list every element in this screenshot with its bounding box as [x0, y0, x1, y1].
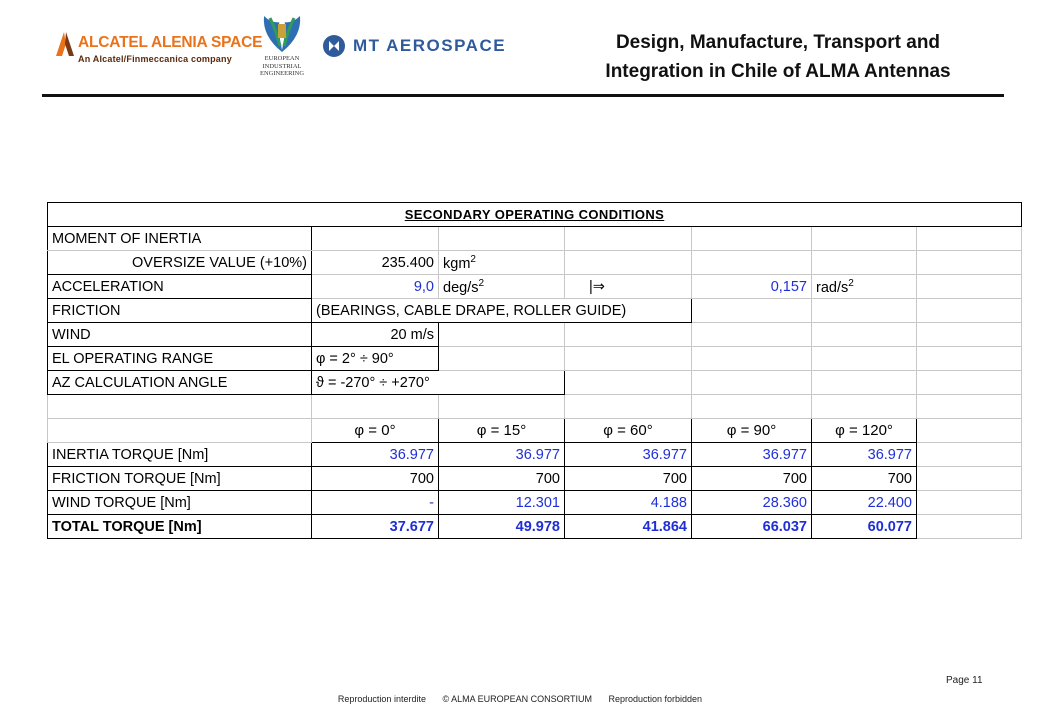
angle-header: φ = 90° — [692, 419, 812, 443]
friction-torque-value: 700 — [439, 467, 565, 491]
angle-header-row — [48, 419, 1022, 443]
friction-torque-label: FRICTION TORQUE [Nm] — [48, 467, 312, 491]
table-row — [48, 443, 1022, 467]
eie-line3: ENGINEERING — [259, 70, 305, 77]
angle-header: φ = 60° — [565, 419, 692, 443]
table-row — [48, 323, 1022, 347]
document-title — [560, 28, 996, 86]
total-torque-value: 66.037 — [692, 515, 812, 539]
eie-logo-text — [252, 55, 312, 78]
wind-torque-value: 22.400 — [812, 491, 917, 515]
mt-aerospace-name: MT AEROSPACE — [353, 36, 507, 55]
inertia-torque-value: 36.977 — [565, 443, 692, 467]
wind-torque-value: - — [312, 491, 439, 515]
table-title-row — [48, 203, 1022, 227]
friction-torque-value: 700 — [692, 467, 812, 491]
eie-line1: EUROPEAN — [264, 55, 300, 62]
friction-description: (BEARINGS, CABLE DRAPE, ROLLER GUIDE) — [312, 299, 692, 323]
table-title-text: SECONDARY OPERATING CONDITIONS — [404, 207, 665, 222]
acceleration-value: 9,0 — [312, 275, 439, 299]
inertia-torque-value: 36.977 — [692, 443, 812, 467]
eie-emblem-icon — [258, 10, 306, 54]
inertia-torque-label: INERTIA TORQUE [Nm] — [48, 443, 312, 467]
table-row — [48, 371, 1022, 395]
table-row — [48, 251, 1022, 275]
wind-torque-value: 28.360 — [692, 491, 812, 515]
oversize-unit-exponent: 2 — [470, 253, 476, 265]
acceleration-unit-rad: rad/s — [816, 279, 849, 296]
wind-value: 20 m/s — [312, 323, 439, 347]
wind-torque-label: WIND TORQUE [Nm] — [48, 491, 312, 515]
table-row — [48, 299, 1022, 323]
alcatel-logo-name: ALCATEL ALENIA SPACE — [78, 34, 263, 51]
footer-middle: © ALMA EUROPEAN CONSORTIUM — [442, 694, 592, 704]
table-row — [48, 491, 1022, 515]
angle-header: φ = 15° — [439, 419, 565, 443]
european-industrial-engineering-logo — [252, 10, 312, 82]
el-operating-range-label: EL OPERATING RANGE — [48, 347, 312, 371]
alcatel-logo-mark-icon — [52, 30, 76, 58]
footer-notice — [0, 694, 1040, 704]
friction-torque-value: 700 — [312, 467, 439, 491]
az-calculation-angle-label: AZ CALCULATION ANGLE — [48, 371, 312, 395]
friction-torque-value: 700 — [812, 467, 917, 491]
total-torque-value: 41.864 — [565, 515, 692, 539]
alcatel-alenia-space-logo — [48, 30, 263, 72]
acceleration-unit-rad-cell — [812, 275, 917, 299]
table-row — [48, 467, 1022, 491]
acceleration-unit-exponent: 2 — [478, 277, 485, 289]
friction-torque-value: 700 — [565, 467, 692, 491]
moment-of-inertia-label: MOMENT OF INERTIA — [48, 227, 312, 251]
secondary-operating-conditions-table — [47, 202, 1022, 539]
table-row — [48, 227, 1022, 251]
eie-line2: INDUSTRIAL — [262, 62, 302, 70]
wind-torque-value: 12.301 — [439, 491, 565, 515]
table-row — [48, 515, 1022, 539]
total-torque-value: 60.077 — [812, 515, 917, 539]
acceleration-value-rad: 0,157 — [692, 275, 812, 299]
inertia-torque-value: 36.977 — [312, 443, 439, 467]
footer-left: Reproduction interdite — [337, 694, 426, 704]
page-number: Page 11 — [946, 675, 983, 686]
conversion-arrow: |⇒ — [565, 275, 692, 299]
wind-torque-value: 4.188 — [565, 491, 692, 515]
el-operating-range-value: φ = 2° ÷ 90° — [312, 347, 439, 371]
header-divider — [42, 94, 1004, 97]
total-torque-value: 49.978 — [439, 515, 565, 539]
alcatel-logo-subtitle: An Alcatel/Finmeccanica company — [78, 54, 232, 64]
title-line-2: Integration in Chile of ALMA Antennas — [605, 61, 951, 82]
footer-right: Reproduction forbidden — [608, 694, 703, 704]
table-row — [48, 395, 1022, 419]
angle-header: φ = 120° — [812, 419, 917, 443]
acceleration-unit: deg/s — [443, 279, 479, 296]
az-calculation-angle-value: ϑ = -270° ÷ +270° — [312, 371, 565, 395]
table-row — [48, 275, 1022, 299]
table-row — [48, 347, 1022, 371]
friction-label: FRICTION — [48, 299, 312, 323]
acceleration-label: ACCELERATION — [48, 275, 312, 299]
oversize-value: 235.400 — [312, 251, 439, 275]
table-title — [48, 203, 1022, 227]
total-torque-label: TOTAL TORQUE [Nm] — [48, 515, 312, 539]
inertia-torque-value: 36.977 — [812, 443, 917, 467]
acceleration-unit-rad-exponent: 2 — [848, 277, 854, 289]
total-torque-value: 37.677 — [312, 515, 439, 539]
inertia-torque-value: 36.977 — [439, 443, 565, 467]
oversize-unit-cell — [439, 251, 565, 275]
oversize-value-label: OVERSIZE VALUE (+10%) — [48, 251, 312, 275]
oversize-unit: kgm — [443, 255, 471, 272]
angle-header: φ = 0° — [312, 419, 439, 443]
mt-aerospace-circle-icon — [322, 34, 346, 58]
wind-label: WIND — [48, 323, 312, 347]
mt-aerospace-logo — [322, 34, 532, 60]
title-line-1: Design, Manufacture, Transport and — [615, 32, 941, 53]
acceleration-unit-cell — [439, 275, 565, 299]
